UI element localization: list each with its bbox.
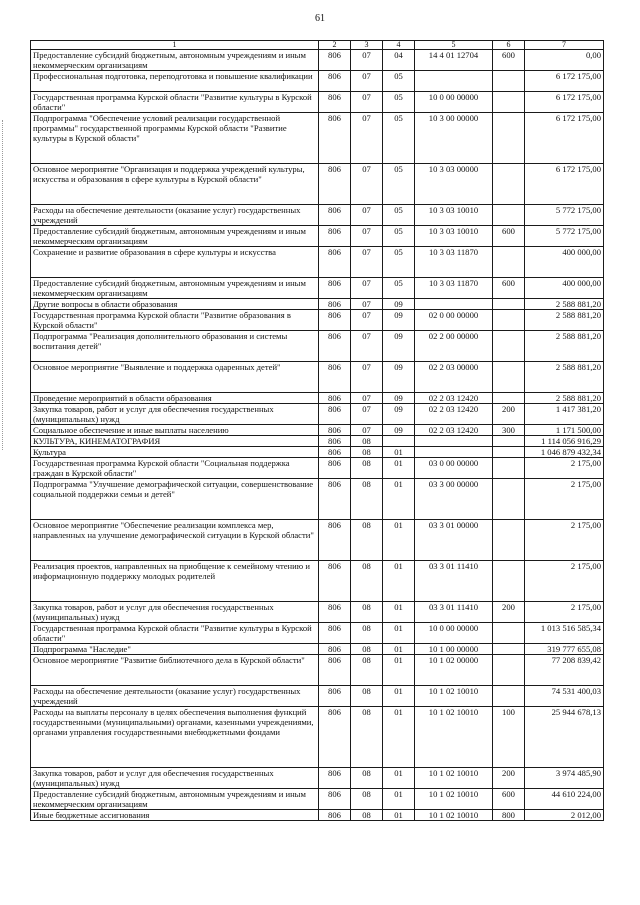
cell-expense-type: 200 <box>493 768 525 789</box>
cell-section: 07 <box>351 92 383 113</box>
cell-name: Основное мероприятие "Развитие библиотечного дела в Курской области" <box>31 655 319 686</box>
table-row <box>31 404 604 425</box>
cell-ministry-code: 806 <box>319 644 351 655</box>
page-number: 61 <box>315 13 325 24</box>
cell-target-article: 10 0 00 00000 <box>415 623 493 644</box>
cell-expense-type: 300 <box>493 425 525 436</box>
cell-name: Другие вопросы в области образования <box>31 299 319 310</box>
cell-expense-type <box>493 164 525 205</box>
cell-name: Подпрограмма "Обеспечение условий реализации государственной программы" государственной программы Курской области "Развитие культуры в Курской области" <box>31 113 319 164</box>
cell-name: Подпрограмма "Реализация дополнительного образования и системы воспитания детей" <box>31 331 319 362</box>
cell-section: 07 <box>351 71 383 92</box>
cell-target-article: 10 3 03 11870 <box>415 247 493 278</box>
cell-name: Предоставление субсидий бюджетным, автономным учреждениям и иным некоммерческим организациям <box>31 789 319 810</box>
cell-subsection: 09 <box>383 310 415 331</box>
cell-amount: 2 588 881,20 <box>525 310 604 331</box>
cell-name: Расходы на обеспечение деятельности (оказание услуг) государственных учреждений <box>31 686 319 707</box>
cell-amount: 6 172 175,00 <box>525 92 604 113</box>
table-row <box>31 362 604 393</box>
cell-ministry-code: 806 <box>319 71 351 92</box>
cell-section: 07 <box>351 362 383 393</box>
cell-target-article: 10 1 02 00000 <box>415 655 493 686</box>
table-row <box>31 644 604 655</box>
cell-target-article: 03 3 00 00000 <box>415 479 493 520</box>
cell-subsection: 01 <box>383 458 415 479</box>
cell-target-article: 02 2 03 12420 <box>415 404 493 425</box>
cell-ministry-code: 806 <box>319 655 351 686</box>
cell-expense-type <box>493 247 525 278</box>
cell-target-article: 10 1 02 10010 <box>415 810 493 821</box>
cell-section: 08 <box>351 623 383 644</box>
cell-section: 07 <box>351 310 383 331</box>
cell-expense-type <box>493 331 525 362</box>
cell-subsection: 01 <box>383 479 415 520</box>
table-row <box>31 310 604 331</box>
cell-ministry-code: 806 <box>319 623 351 644</box>
cell-ministry-code: 806 <box>319 789 351 810</box>
cell-subsection: 01 <box>383 810 415 821</box>
cell-amount: 400 000,00 <box>525 247 604 278</box>
cell-ministry-code: 806 <box>319 686 351 707</box>
cell-expense-type <box>493 310 525 331</box>
cell-subsection: 01 <box>383 707 415 768</box>
cell-ministry-code: 806 <box>319 226 351 247</box>
cell-target-article: 02 2 00 00000 <box>415 331 493 362</box>
cell-name: Сохранение и развитие образования в сфере культуры и искусства <box>31 247 319 278</box>
table-row <box>31 299 604 310</box>
cell-section: 08 <box>351 810 383 821</box>
cell-section: 08 <box>351 768 383 789</box>
cell-expense-type: 600 <box>493 789 525 810</box>
cell-ministry-code: 806 <box>319 458 351 479</box>
cell-subsection: 01 <box>383 768 415 789</box>
cell-ministry-code: 806 <box>319 331 351 362</box>
cell-ministry-code: 806 <box>319 447 351 458</box>
cell-target-article: 02 2 03 00000 <box>415 362 493 393</box>
table-row <box>31 623 604 644</box>
cell-name: КУЛЬТУРА, КИНЕМАТОГРАФИЯ <box>31 436 319 447</box>
cell-name: Основное мероприятие "Обеспечение реализации комплекса мер, направленных на улучшение демографической ситуации в Курской области" <box>31 520 319 561</box>
table-row <box>31 226 604 247</box>
table-row <box>31 331 604 362</box>
cell-ministry-code: 806 <box>319 768 351 789</box>
cell-expense-type <box>493 299 525 310</box>
header-col-1: 1 <box>31 41 319 50</box>
budget-table <box>30 40 604 821</box>
cell-name: Закупка товаров, работ и услуг для обеспечения государственных (муниципальных) нужд <box>31 768 319 789</box>
cell-section: 07 <box>351 299 383 310</box>
table-row <box>31 768 604 789</box>
table-row <box>31 436 604 447</box>
table-row <box>31 425 604 436</box>
cell-expense-type <box>493 71 525 92</box>
cell-section: 08 <box>351 655 383 686</box>
cell-amount: 400 000,00 <box>525 278 604 299</box>
cell-expense-type <box>493 479 525 520</box>
header-row <box>31 41 604 50</box>
cell-target-article <box>415 447 493 458</box>
cell-subsection: 05 <box>383 164 415 205</box>
cell-subsection: 01 <box>383 655 415 686</box>
cell-ministry-code: 806 <box>319 299 351 310</box>
cell-subsection: 01 <box>383 644 415 655</box>
cell-target-article: 02 0 00 00000 <box>415 310 493 331</box>
cell-expense-type: 600 <box>493 278 525 299</box>
cell-expense-type <box>493 362 525 393</box>
cell-ministry-code: 806 <box>319 113 351 164</box>
cell-amount: 5 772 175,00 <box>525 205 604 226</box>
cell-section: 07 <box>351 205 383 226</box>
cell-amount: 1 013 516 585,34 <box>525 623 604 644</box>
cell-section: 07 <box>351 425 383 436</box>
cell-expense-type <box>493 561 525 602</box>
cell-section: 08 <box>351 644 383 655</box>
cell-section: 07 <box>351 226 383 247</box>
header-col-7: 7 <box>525 41 604 50</box>
cell-subsection: 01 <box>383 623 415 644</box>
cell-subsection: 01 <box>383 789 415 810</box>
cell-section: 08 <box>351 436 383 447</box>
cell-expense-type <box>493 520 525 561</box>
table-row <box>31 686 604 707</box>
cell-amount: 2 588 881,20 <box>525 331 604 362</box>
cell-name: Реализация проектов, направленных на приобщение к семейному чтению и информационную поддержку молодых родителей <box>31 561 319 602</box>
cell-name: Государственная программа Курской области "Развитие культуры в Курской области" <box>31 623 319 644</box>
cell-subsection: 05 <box>383 205 415 226</box>
cell-section: 07 <box>351 164 383 205</box>
cell-target-article <box>415 71 493 92</box>
cell-amount: 2 588 881,20 <box>525 393 604 404</box>
cell-ministry-code: 806 <box>319 602 351 623</box>
cell-ministry-code: 806 <box>319 362 351 393</box>
table-row <box>31 479 604 520</box>
cell-expense-type: 600 <box>493 50 525 71</box>
table-row <box>31 707 604 768</box>
cell-name: Расходы на выплаты персоналу в целях обеспечения выполнения функций государственными (муниципальными) органами, казенными учреждениями, органами управления государственными внебюджетными фондами <box>31 707 319 768</box>
cell-amount: 2 175,00 <box>525 479 604 520</box>
cell-expense-type <box>493 92 525 113</box>
cell-ministry-code: 806 <box>319 810 351 821</box>
cell-expense-type <box>493 623 525 644</box>
table-row <box>31 655 604 686</box>
cell-amount: 44 610 224,00 <box>525 789 604 810</box>
table-row <box>31 810 604 821</box>
cell-name: Предоставление субсидий бюджетным, автономным учреждениям и иным некоммерческим организациям <box>31 50 319 71</box>
cell-subsection: 05 <box>383 247 415 278</box>
cell-ministry-code: 806 <box>319 247 351 278</box>
cell-section: 08 <box>351 686 383 707</box>
header-col-4: 4 <box>383 41 415 50</box>
cell-ministry-code: 806 <box>319 425 351 436</box>
table-row <box>31 113 604 164</box>
cell-target-article: 10 1 00 00000 <box>415 644 493 655</box>
cell-ministry-code: 806 <box>319 92 351 113</box>
cell-ministry-code: 806 <box>319 561 351 602</box>
cell-target-article: 10 3 00 00000 <box>415 113 493 164</box>
cell-section: 08 <box>351 602 383 623</box>
cell-amount: 6 172 175,00 <box>525 113 604 164</box>
cell-expense-type <box>493 644 525 655</box>
cell-target-article: 10 1 02 10010 <box>415 707 493 768</box>
cell-amount: 74 531 400,03 <box>525 686 604 707</box>
cell-name: Подпрограмма "Наследие" <box>31 644 319 655</box>
cell-name: Проведение мероприятий в области образования <box>31 393 319 404</box>
cell-target-article: 10 1 02 10010 <box>415 686 493 707</box>
cell-expense-type: 100 <box>493 707 525 768</box>
header-col-6: 6 <box>493 41 525 50</box>
header-col-3: 3 <box>351 41 383 50</box>
cell-amount: 6 172 175,00 <box>525 71 604 92</box>
cell-target-article: 03 3 01 11410 <box>415 602 493 623</box>
cell-amount: 2 175,00 <box>525 520 604 561</box>
cell-amount: 6 172 175,00 <box>525 164 604 205</box>
cell-target-article: 14 4 01 12704 <box>415 50 493 71</box>
cell-amount: 0,00 <box>525 50 604 71</box>
cell-ministry-code: 806 <box>319 310 351 331</box>
cell-ministry-code: 806 <box>319 205 351 226</box>
cell-amount: 2 588 881,20 <box>525 362 604 393</box>
table-row <box>31 393 604 404</box>
table-row <box>31 92 604 113</box>
cell-name: Социальное обеспечение и иные выплаты населению <box>31 425 319 436</box>
cell-amount: 2 175,00 <box>525 561 604 602</box>
cell-section: 07 <box>351 50 383 71</box>
cell-target-article: 10 1 02 10010 <box>415 768 493 789</box>
cell-target-article: 10 3 03 10010 <box>415 226 493 247</box>
cell-subsection: 01 <box>383 520 415 561</box>
table-row <box>31 561 604 602</box>
cell-target-article: 02 2 03 12420 <box>415 425 493 436</box>
cell-subsection: 09 <box>383 299 415 310</box>
cell-subsection: 09 <box>383 362 415 393</box>
cell-name: Предоставление субсидий бюджетным, автономным учреждениям и иным некоммерческим организациям <box>31 278 319 299</box>
cell-amount: 1 046 879 432,34 <box>525 447 604 458</box>
cell-name: Расходы на обеспечение деятельности (оказание услуг) государственных учреждений <box>31 205 319 226</box>
cell-subsection: 01 <box>383 602 415 623</box>
cell-section: 07 <box>351 404 383 425</box>
cell-ministry-code: 806 <box>319 479 351 520</box>
cell-section: 07 <box>351 247 383 278</box>
cell-ministry-code: 806 <box>319 393 351 404</box>
cell-expense-type: 800 <box>493 810 525 821</box>
cell-name: Основное мероприятие "Организация и поддержка учреждений культуры, искусства и образования в сфере культуры в Курской области" <box>31 164 319 205</box>
table-row <box>31 247 604 278</box>
cell-target-article: 03 3 01 11410 <box>415 561 493 602</box>
cell-section: 07 <box>351 393 383 404</box>
cell-section: 08 <box>351 789 383 810</box>
cell-amount: 1 114 056 916,29 <box>525 436 604 447</box>
cell-expense-type <box>493 113 525 164</box>
cell-target-article: 10 1 02 10010 <box>415 789 493 810</box>
cell-subsection: 04 <box>383 50 415 71</box>
cell-subsection: 09 <box>383 393 415 404</box>
cell-target-article: 10 3 03 11870 <box>415 278 493 299</box>
cell-expense-type <box>493 686 525 707</box>
cell-ministry-code: 806 <box>319 278 351 299</box>
cell-name: Подпрограмма "Улучшение демографической ситуации, совершенствование социальной поддержки семьи и детей" <box>31 479 319 520</box>
cell-expense-type <box>493 205 525 226</box>
cell-ministry-code: 806 <box>319 404 351 425</box>
cell-subsection: 01 <box>383 686 415 707</box>
cell-expense-type <box>493 436 525 447</box>
cell-amount: 3 974 485,90 <box>525 768 604 789</box>
cell-target-article <box>415 299 493 310</box>
cell-amount: 77 208 839,42 <box>525 655 604 686</box>
table-row <box>31 278 604 299</box>
cell-target-article: 03 0 00 00000 <box>415 458 493 479</box>
cell-subsection: 09 <box>383 331 415 362</box>
cell-amount: 2 588 881,20 <box>525 299 604 310</box>
cell-amount: 319 777 655,08 <box>525 644 604 655</box>
margin-mark <box>2 120 4 450</box>
cell-amount: 2 012,00 <box>525 810 604 821</box>
cell-section: 07 <box>351 278 383 299</box>
cell-section: 08 <box>351 479 383 520</box>
cell-name: Закупка товаров, работ и услуг для обеспечения государственных (муниципальных) нужд <box>31 404 319 425</box>
cell-amount: 1 171 500,00 <box>525 425 604 436</box>
table-row <box>31 520 604 561</box>
cell-section: 08 <box>351 520 383 561</box>
header-col-5: 5 <box>415 41 493 50</box>
cell-subsection: 05 <box>383 278 415 299</box>
cell-amount: 1 417 381,20 <box>525 404 604 425</box>
cell-subsection: 05 <box>383 92 415 113</box>
cell-target-article: 10 0 00 00000 <box>415 92 493 113</box>
cell-target-article: 10 3 03 00000 <box>415 164 493 205</box>
table-row <box>31 458 604 479</box>
cell-section: 08 <box>351 707 383 768</box>
cell-ministry-code: 806 <box>319 50 351 71</box>
cell-amount: 25 944 678,13 <box>525 707 604 768</box>
cell-name: Государственная программа Курской области "Развитие культуры в Курской области" <box>31 92 319 113</box>
cell-amount: 5 772 175,00 <box>525 226 604 247</box>
cell-subsection: 01 <box>383 561 415 602</box>
cell-target-article: 02 2 03 12420 <box>415 393 493 404</box>
cell-name: Государственная программа Курской области "Социальная поддержка граждан в Курской области" <box>31 458 319 479</box>
cell-amount: 2 175,00 <box>525 602 604 623</box>
cell-section: 07 <box>351 113 383 164</box>
cell-expense-type <box>493 458 525 479</box>
cell-target-article <box>415 436 493 447</box>
table-row <box>31 602 604 623</box>
table-row <box>31 50 604 71</box>
cell-name: Предоставление субсидий бюджетным, автономным учреждениям и иным некоммерческим организациям <box>31 226 319 247</box>
cell-subsection: 09 <box>383 425 415 436</box>
cell-name: Культура <box>31 447 319 458</box>
header-col-2: 2 <box>319 41 351 50</box>
cell-section: 08 <box>351 458 383 479</box>
cell-section: 08 <box>351 447 383 458</box>
table-row <box>31 71 604 92</box>
cell-expense-type <box>493 393 525 404</box>
cell-ministry-code: 806 <box>319 436 351 447</box>
cell-name: Иные бюджетные ассигнования <box>31 810 319 821</box>
cell-ministry-code: 806 <box>319 520 351 561</box>
cell-expense-type: 200 <box>493 404 525 425</box>
table-body <box>31 50 604 821</box>
table-row <box>31 164 604 205</box>
cell-section: 07 <box>351 331 383 362</box>
cell-name: Закупка товаров, работ и услуг для обеспечения государственных (муниципальных) нужд <box>31 602 319 623</box>
cell-expense-type: 600 <box>493 226 525 247</box>
cell-ministry-code: 806 <box>319 707 351 768</box>
cell-name: Профессиональная подготовка, переподготовка и повышение квалификации <box>31 71 319 92</box>
cell-subsection: 09 <box>383 404 415 425</box>
cell-amount: 2 175,00 <box>525 458 604 479</box>
cell-name: Основное мероприятие "Выявление и поддержка одаренных детей" <box>31 362 319 393</box>
cell-target-article: 03 3 01 00000 <box>415 520 493 561</box>
cell-target-article: 10 3 03 10010 <box>415 205 493 226</box>
cell-subsection: 05 <box>383 71 415 92</box>
cell-subsection <box>383 436 415 447</box>
cell-expense-type <box>493 447 525 458</box>
cell-expense-type <box>493 655 525 686</box>
cell-ministry-code: 806 <box>319 164 351 205</box>
cell-section: 08 <box>351 561 383 602</box>
cell-expense-type: 200 <box>493 602 525 623</box>
table-row <box>31 789 604 810</box>
cell-subsection: 01 <box>383 447 415 458</box>
cell-name: Государственная программа Курской области "Развитие образования в Курской области" <box>31 310 319 331</box>
cell-subsection: 05 <box>383 226 415 247</box>
cell-subsection: 05 <box>383 113 415 164</box>
table-row <box>31 447 604 458</box>
table-row <box>31 205 604 226</box>
